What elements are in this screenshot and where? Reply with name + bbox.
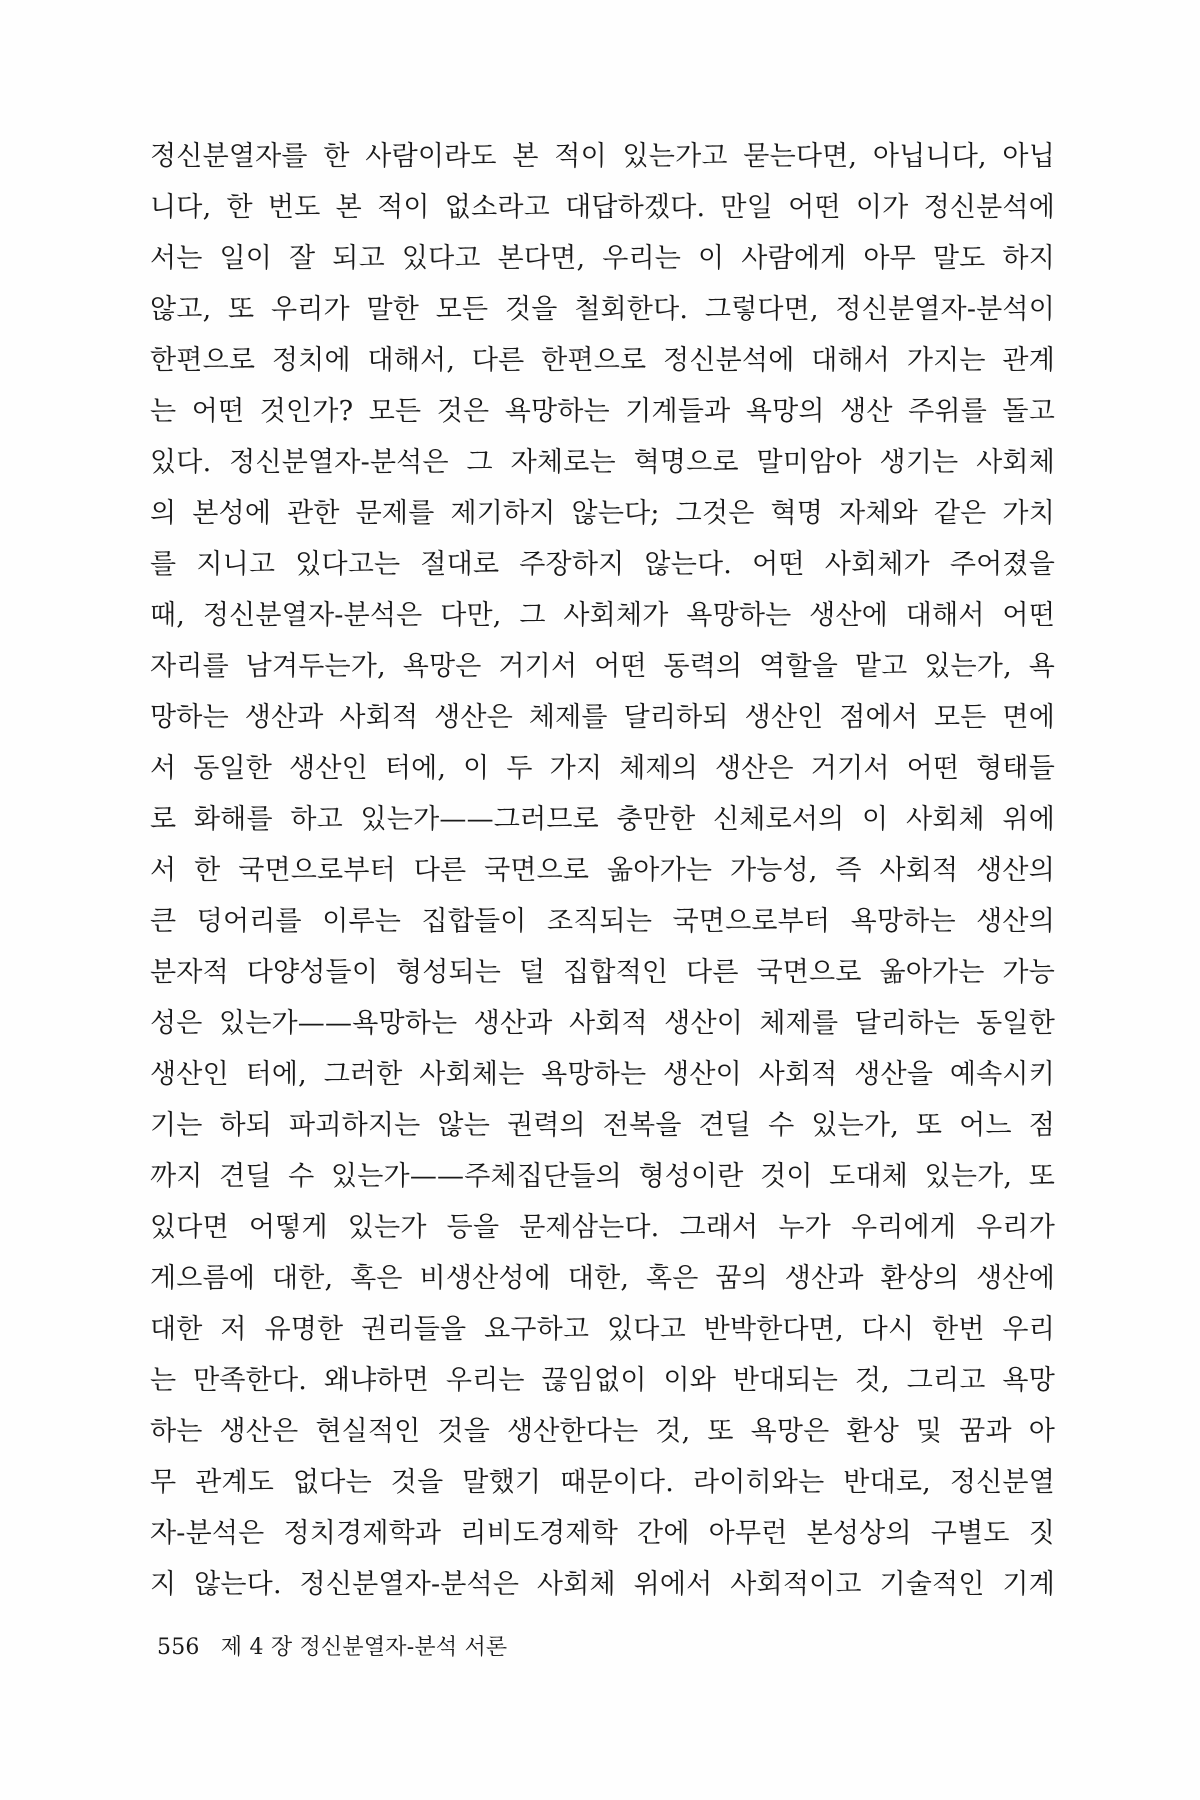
text-line: 게으름에 대한, 혹은 비생산성에 대한, 혹은 꿈의 생산과 환상의 생산에 [150, 1263, 1055, 1294]
text-line: 있다. 정신분열자-분석은 그 자체로는 혁명으로 말미암아 생기는 사회체 [150, 447, 1055, 478]
text-line: 하는 생산은 현실적인 것을 생산한다는 것, 또 욕망은 환상 및 꿈과 아 [150, 1416, 1055, 1447]
text-line: 있다면 어떻게 있는가 등을 문제삼는다. 그래서 누가 우리에게 우리가 [150, 1212, 1055, 1243]
text-line: 자리를 남겨두는가, 욕망은 거기서 어떤 동력의 역할을 맡고 있는가, 욕 [150, 651, 1055, 682]
text-line: 대한 저 유명한 권리들을 요구하고 있다고 반박한다면, 다시 한번 우리 [150, 1314, 1055, 1345]
text-line: 지 않는다. 정신분열자-분석은 사회체 위에서 사회적이고 기술적인 기계 [150, 1569, 1055, 1600]
text-line: 한편으로 정치에 대해서, 다른 한편으로 정신분석에 대해서 가지는 관계 [150, 345, 1055, 376]
text-line: 니다, 한 번도 본 적이 없소라고 대답하겠다. 만일 어떤 이가 정신분석에 [150, 192, 1055, 223]
text-line: 않고, 또 우리가 말한 모든 것을 철회한다. 그렇다면, 정신분열자-분석이 [150, 294, 1055, 325]
body-text [150, 131, 1055, 1610]
text-line: 무 관계도 없다는 것을 말했기 때문이다. 라이히와는 반대로, 정신분열 [150, 1467, 1055, 1498]
text-line: 큰 덩어리를 이루는 집합들이 조직되는 국면으로부터 욕망하는 생산의 [150, 906, 1055, 937]
text-line: 를 지니고 있다고는 절대로 주장하지 않는다. 어떤 사회체가 주어졌을 [150, 549, 1055, 580]
text-line: 는 어떤 것인가? 모든 것은 욕망하는 기계들과 욕망의 생산 주위를 돌고 [150, 396, 1055, 427]
text-line: 기는 하되 파괴하지는 않는 권력의 전복을 견딜 수 있는가, 또 어느 점 [150, 1110, 1055, 1141]
text-line: 서 동일한 생산인 터에, 이 두 가지 체제의 생산은 거기서 어떤 형태들 [150, 753, 1055, 784]
text-line: 정신분열자를 한 사람이라도 본 적이 있는가고 묻는다면, 아닙니다, 아닙 [150, 141, 1055, 172]
text-line: 는 만족한다. 왜냐하면 우리는 끊임없이 이와 반대되는 것, 그리고 욕망 [150, 1365, 1055, 1396]
text-line: 서는 일이 잘 되고 있다고 본다면, 우리는 이 사람에게 아무 말도 하지 [150, 243, 1055, 274]
page-number: 556 [157, 1635, 200, 1660]
text-line: 때, 정신분열자-분석은 다만, 그 사회체가 욕망하는 생산에 대해서 어떤 [150, 600, 1055, 631]
text-line: 로 화해를 하고 있는가——그러므로 충만한 신체로서의 이 사회체 위에 [150, 804, 1055, 835]
text-line: 서 한 국면으로부터 다른 국면으로 옮아가는 가능성, 즉 사회적 생산의 [150, 855, 1055, 886]
text-line: 생산인 터에, 그러한 사회체는 욕망하는 생산이 사회적 생산을 예속시키 [150, 1059, 1055, 1090]
text-line: 자-분석은 정치경제학과 리비도경제학 간에 아무런 본성상의 구별도 짓 [150, 1518, 1055, 1549]
text-line: 망하는 생산과 사회적 생산은 체제를 달리하되 생산인 점에서 모든 면에 [150, 702, 1055, 733]
text-line: 의 본성에 관한 문제를 제기하지 않는다; 그것은 혁명 자체와 같은 가치 [150, 498, 1055, 529]
text-line: 성은 있는가——욕망하는 생산과 사회적 생산이 체제를 달리하는 동일한 [150, 1008, 1055, 1039]
chapter-running-head: 제 4 장 정신분열자-분석 서론 [220, 1635, 508, 1660]
page-footer [157, 1633, 507, 1663]
text-line: 까지 견딜 수 있는가——주체집단들의 형성이란 것이 도대체 있는가, 또 [150, 1161, 1055, 1192]
text-line: 분자적 다양성들이 형성되는 덜 집합적인 다른 국면으로 옮아가는 가능 [150, 957, 1055, 988]
